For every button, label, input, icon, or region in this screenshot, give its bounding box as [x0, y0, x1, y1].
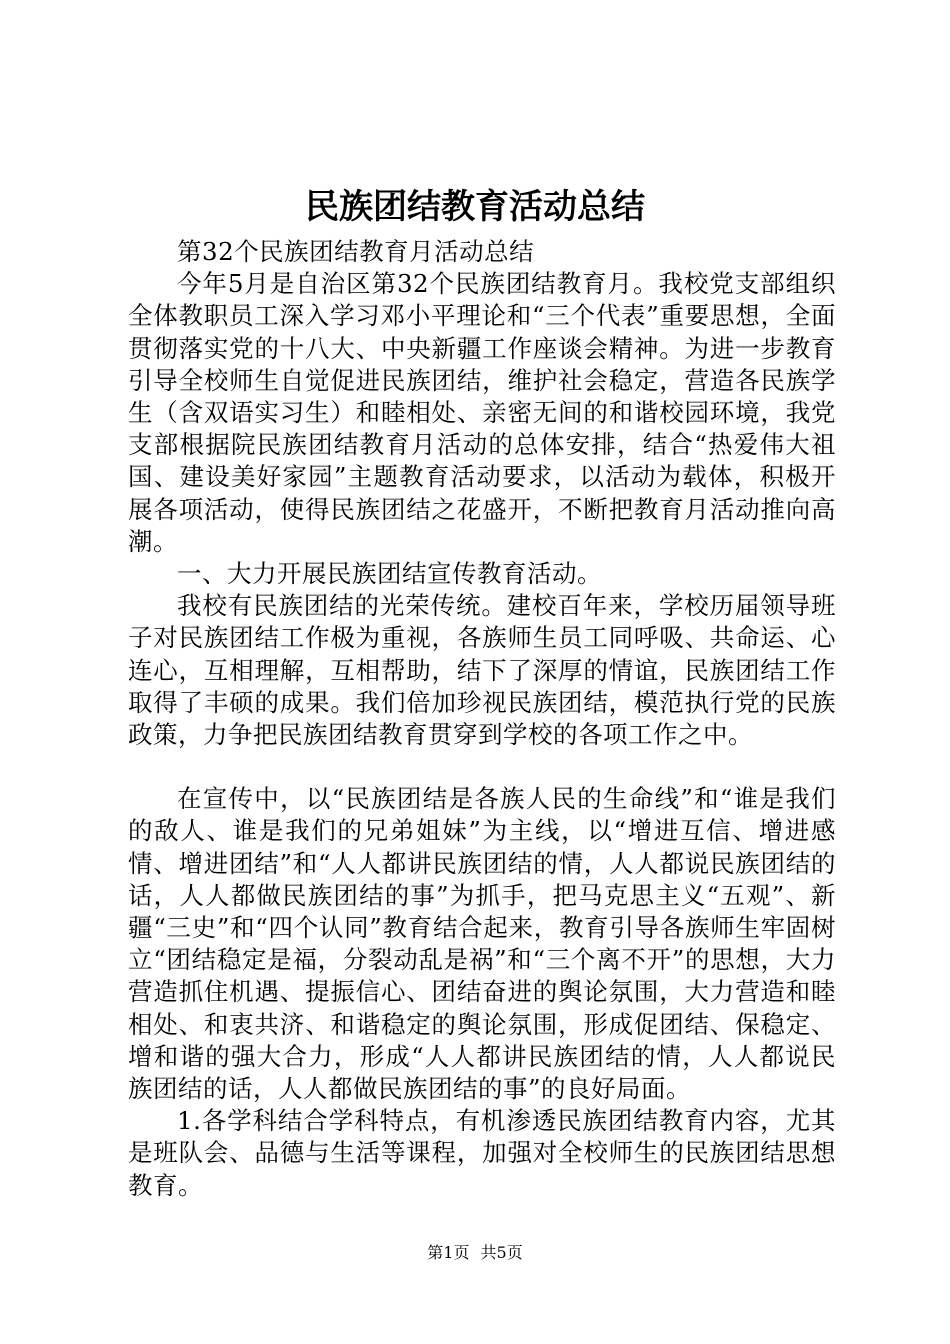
section-heading: 一、大力开展民族团结宣传教育活动。 — [177, 559, 602, 589]
tradition-paragraph: 我校有民族团结的光荣传统。建校百年来，学校历届领导班子对民族团结工作极为重视，各族师生员工同呼吸、共命运、心连心，互相理解，互相帮助，结下了深厚的情谊，民族团结工作取得了丰硕的成果。我们倍加珍视民族团结，模范执行党的民族政策，力争把民族团结教育贯穿到学校的各项工作之中。 — [128, 591, 836, 750]
document-title: 民族团结教育活动总结 — [305, 187, 645, 227]
publicity-paragraph: 在宣传中，以“民族团结是各族人民的生命线”和“谁是我们的敌人、谁是我们的兄弟姐妹”为主线，以“增进互信、增进感情、增进团结”和“人人都讲民族团结的情，人人都说民族团结的话，人人都做民族团结的事”为抓手，把马克思主义“五观”、新疆“三史”和“四个认同”教育结合起来，教育引导各族师生牢固树立“团结稳定是福，分裂动乱是祸”和“三个离不开”的思想，大力营造抓住机遇、提振信心、团结奋进的舆论氛围，大力营造和睦相处、和衷共济、和谐稳定的舆论氛围，形成促团结、保稳定、增和谐的强大合力，形成“人人都讲民族团结的情，人人都说民族团结的话，人人都做民族团结的事”的良好局面。 — [128, 784, 836, 1104]
page-number: 第1页 — [427, 1243, 470, 1262]
page-total: 共5页 — [480, 1243, 523, 1262]
subtitle-paragraph: 第32个民族团结教育月活动总结 — [177, 237, 535, 266]
item-1-paragraph: 1.各学科结合学科特点，有机渗透民族团结教育内容，尤其是班队会、品德与生活等课程，加强对全校师生的民族团结思想教育。 — [128, 1106, 836, 1200]
page-footer — [0, 1242, 950, 1264]
document-body — [128, 236, 836, 1202]
intro-paragraph: 今年5月是自治区第32个民族团结教育月。我校党支部组织全体教职员工深入学习邓小平理论和“三个代表”重要思想，全面贯彻落实党的十八大、中央新疆工作座谈会精神。为进一步教育引导全校师生自觉促进民族团结，维护社会稳定，营造各民族学生（含双语实习生）和睦相处、亲密无间的和谐校园环境，我党支部根据院民族团结教育月活动的总体安排，结合“热爱伟大祖国、建设美好家园”主题教育活动要求，以活动为载体，积极开展各项活动，使得民族团结之花盛开，不断把教育月活动推向高潮。 — [128, 269, 836, 556]
